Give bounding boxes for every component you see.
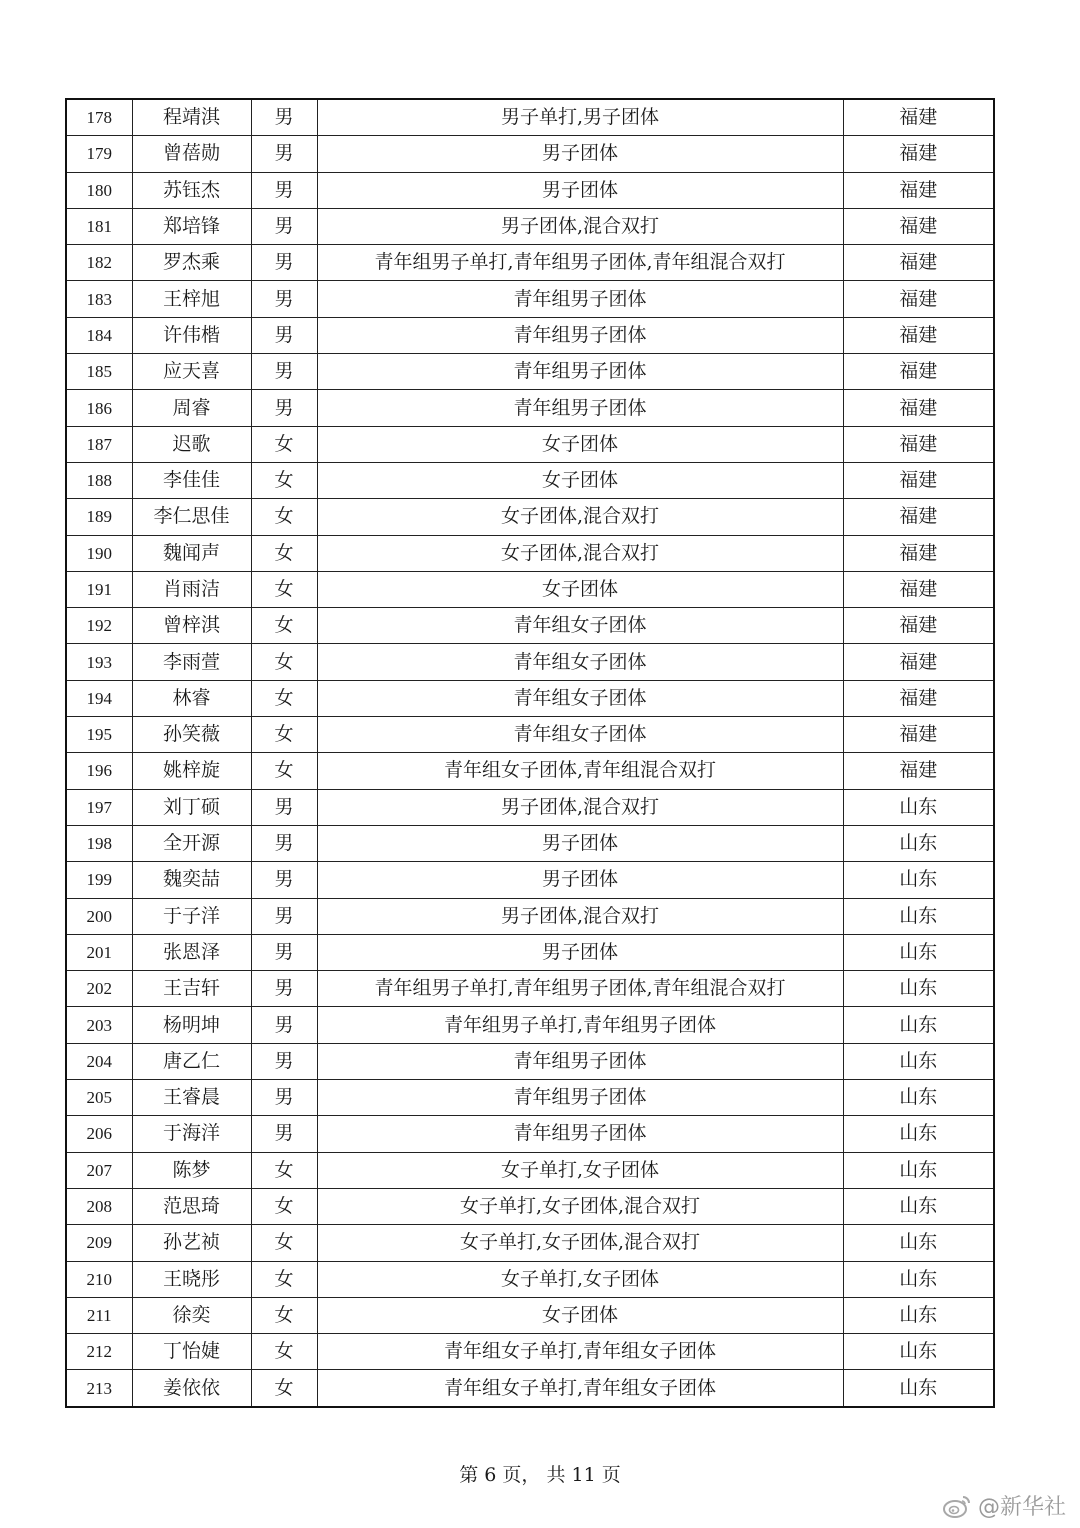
cell-province: 山东: [843, 1261, 994, 1297]
cell-gender: 男: [251, 317, 317, 353]
cell-province: 福建: [843, 136, 994, 172]
table-row: [66, 1116, 994, 1152]
cell-gender: 男: [251, 208, 317, 244]
cell-gender: 男: [251, 789, 317, 825]
cell-name: 苏钰杰: [132, 172, 251, 208]
cell-province: 山东: [843, 1370, 994, 1407]
watermark-text: @新华社: [977, 1495, 1066, 1520]
table-row: [66, 1370, 994, 1407]
table-row: [66, 608, 994, 644]
cell-number: 196: [66, 753, 132, 789]
cell-number: 194: [66, 680, 132, 716]
cell-events: 男子团体: [317, 934, 843, 970]
cell-name: 程靖淇: [132, 99, 251, 136]
table-row: [66, 172, 994, 208]
cell-events: 女子团体: [317, 426, 843, 462]
cell-events: 青年组男子团体: [317, 1116, 843, 1152]
cell-events: 青年组女子单打,青年组女子团体: [317, 1370, 843, 1407]
cell-events: 女子团体,混合双打: [317, 535, 843, 571]
cell-name: 徐奕: [132, 1297, 251, 1333]
cell-gender: 女: [251, 1261, 317, 1297]
cell-gender: 男: [251, 390, 317, 426]
cell-name: 曾蓓勋: [132, 136, 251, 172]
table-row: [66, 680, 994, 716]
cell-name: 王晓彤: [132, 1261, 251, 1297]
cell-gender: 女: [251, 535, 317, 571]
cell-gender: 女: [251, 1297, 317, 1333]
cell-province: 福建: [843, 680, 994, 716]
table-row: [66, 825, 994, 861]
cell-number: 178: [66, 99, 132, 136]
cell-number: 182: [66, 245, 132, 281]
cell-name: 周睿: [132, 390, 251, 426]
table-row: [66, 354, 994, 390]
table-row: [66, 1043, 994, 1079]
table-row: [66, 390, 994, 426]
table-row: [66, 644, 994, 680]
cell-number: 179: [66, 136, 132, 172]
table-row: [66, 717, 994, 753]
cell-gender: 女: [251, 680, 317, 716]
cell-province: 福建: [843, 354, 994, 390]
cell-gender: 男: [251, 971, 317, 1007]
cell-number: 186: [66, 390, 132, 426]
table-row: [66, 136, 994, 172]
cell-events: 青年组男子团体: [317, 390, 843, 426]
cell-events: 青年组女子团体: [317, 680, 843, 716]
cell-name: 孙笑薇: [132, 717, 251, 753]
cell-number: 197: [66, 789, 132, 825]
table-row: [66, 1007, 994, 1043]
cell-gender: 女: [251, 1188, 317, 1224]
cell-events: 女子团体: [317, 571, 843, 607]
table-row: [66, 789, 994, 825]
table-row: [66, 862, 994, 898]
cell-name: 王梓旭: [132, 281, 251, 317]
cell-name: 全开源: [132, 825, 251, 861]
cell-number: 181: [66, 208, 132, 244]
cell-events: 男子团体,混合双打: [317, 789, 843, 825]
cell-events: 青年组男子团体: [317, 281, 843, 317]
table-row: [66, 245, 994, 281]
cell-number: 199: [66, 862, 132, 898]
cell-name: 丁怡婕: [132, 1334, 251, 1370]
cell-events: 男子单打,男子团体: [317, 99, 843, 136]
cell-events: 青年组男子团体: [317, 354, 843, 390]
cell-province: 福建: [843, 317, 994, 353]
cell-gender: 男: [251, 1043, 317, 1079]
cell-number: 183: [66, 281, 132, 317]
cell-province: 山东: [843, 825, 994, 861]
cell-province: 福建: [843, 535, 994, 571]
table-row: [66, 281, 994, 317]
cell-number: 207: [66, 1152, 132, 1188]
cell-province: 福建: [843, 208, 994, 244]
cell-number: 209: [66, 1225, 132, 1261]
cell-province: 山东: [843, 1152, 994, 1188]
cell-province: 福建: [843, 99, 994, 136]
cell-number: 201: [66, 934, 132, 970]
cell-number: 198: [66, 825, 132, 861]
cell-province: 山东: [843, 934, 994, 970]
cell-gender: 女: [251, 571, 317, 607]
cell-province: 福建: [843, 499, 994, 535]
cell-events: 青年组男子团体: [317, 1080, 843, 1116]
cell-number: 200: [66, 898, 132, 934]
cell-name: 罗杰乘: [132, 245, 251, 281]
cell-number: 185: [66, 354, 132, 390]
cell-name: 林睿: [132, 680, 251, 716]
cell-events: 青年组男子单打,青年组男子团体,青年组混合双打: [317, 245, 843, 281]
cell-events: 男子团体,混合双打: [317, 898, 843, 934]
cell-province: 福建: [843, 753, 994, 789]
cell-province: 山东: [843, 1297, 994, 1333]
cell-gender: 女: [251, 1152, 317, 1188]
cell-name: 姚梓旋: [132, 753, 251, 789]
cell-name: 张恩泽: [132, 934, 251, 970]
cell-gender: 女: [251, 1334, 317, 1370]
cell-events: 男子团体: [317, 172, 843, 208]
cell-gender: 男: [251, 245, 317, 281]
cell-gender: 男: [251, 1007, 317, 1043]
cell-number: 204: [66, 1043, 132, 1079]
table-row: [66, 1261, 994, 1297]
cell-events: 青年组男子团体: [317, 1043, 843, 1079]
table-row: [66, 971, 994, 1007]
cell-province: 福建: [843, 608, 994, 644]
cell-number: 203: [66, 1007, 132, 1043]
cell-province: 福建: [843, 281, 994, 317]
table-row: [66, 317, 994, 353]
cell-gender: 男: [251, 898, 317, 934]
cell-province: 山东: [843, 789, 994, 825]
cell-name: 许伟楷: [132, 317, 251, 353]
cell-events: 女子团体,混合双打: [317, 499, 843, 535]
cell-gender: 男: [251, 1116, 317, 1152]
table-row: [66, 1225, 994, 1261]
table-row: [66, 499, 994, 535]
cell-province: 山东: [843, 862, 994, 898]
cell-name: 迟歌: [132, 426, 251, 462]
cell-number: 202: [66, 971, 132, 1007]
cell-name: 肖雨洁: [132, 571, 251, 607]
cell-name: 应天喜: [132, 354, 251, 390]
cell-name: 于海洋: [132, 1116, 251, 1152]
cell-events: 男子团体: [317, 862, 843, 898]
cell-number: 206: [66, 1116, 132, 1152]
roster-table: [65, 98, 995, 1408]
cell-name: 王吉轩: [132, 971, 251, 1007]
cell-number: 191: [66, 571, 132, 607]
table-row: [66, 1080, 994, 1116]
table-row: [66, 426, 994, 462]
cell-events: 青年组女子单打,青年组女子团体: [317, 1334, 843, 1370]
cell-number: 213: [66, 1370, 132, 1407]
table-row: [66, 1152, 994, 1188]
table-row: [66, 535, 994, 571]
cell-gender: 男: [251, 99, 317, 136]
cell-province: 山东: [843, 971, 994, 1007]
cell-name: 孙艺祯: [132, 1225, 251, 1261]
cell-province: 山东: [843, 1043, 994, 1079]
cell-name: 刘丁硕: [132, 789, 251, 825]
cell-gender: 女: [251, 753, 317, 789]
cell-name: 唐乙仁: [132, 1043, 251, 1079]
cell-events: 女子团体: [317, 462, 843, 498]
cell-gender: 女: [251, 608, 317, 644]
cell-gender: 女: [251, 717, 317, 753]
cell-number: 205: [66, 1080, 132, 1116]
cell-gender: 男: [251, 281, 317, 317]
cell-province: 山东: [843, 1116, 994, 1152]
cell-events: 青年组男子团体: [317, 317, 843, 353]
cell-events: 女子单打,女子团体: [317, 1152, 843, 1188]
cell-events: 男子团体,混合双打: [317, 208, 843, 244]
cell-province: 山东: [843, 1007, 994, 1043]
cell-name: 王睿晨: [132, 1080, 251, 1116]
cell-events: 青年组男子单打,青年组男子团体: [317, 1007, 843, 1043]
cell-name: 郑培锋: [132, 208, 251, 244]
table-row: [66, 571, 994, 607]
cell-gender: 男: [251, 934, 317, 970]
table-row: [66, 462, 994, 498]
table-row: [66, 753, 994, 789]
cell-number: 189: [66, 499, 132, 535]
cell-events: 男子团体: [317, 825, 843, 861]
table-row: [66, 99, 994, 136]
cell-number: 195: [66, 717, 132, 753]
cell-name: 曾梓淇: [132, 608, 251, 644]
cell-gender: 女: [251, 1370, 317, 1407]
table-row: [66, 934, 994, 970]
cell-gender: 男: [251, 1080, 317, 1116]
cell-name: 姜依依: [132, 1370, 251, 1407]
cell-province: 福建: [843, 426, 994, 462]
table-row: [66, 1334, 994, 1370]
cell-name: 魏奕喆: [132, 862, 251, 898]
cell-events: 青年组女子团体: [317, 644, 843, 680]
table-row: [66, 208, 994, 244]
cell-province: 山东: [843, 1334, 994, 1370]
cell-gender: 男: [251, 136, 317, 172]
cell-name: 魏闻声: [132, 535, 251, 571]
cell-name: 于子洋: [132, 898, 251, 934]
cell-events: 青年组男子单打,青年组男子团体,青年组混合双打: [317, 971, 843, 1007]
page-number: 第 6 页， 共 11 页: [459, 1464, 621, 1486]
cell-number: 188: [66, 462, 132, 498]
cell-name: 杨明坤: [132, 1007, 251, 1043]
cell-province: 福建: [843, 644, 994, 680]
cell-number: 211: [66, 1297, 132, 1333]
cell-gender: 女: [251, 1225, 317, 1261]
cell-number: 192: [66, 608, 132, 644]
cell-gender: 女: [251, 644, 317, 680]
cell-events: 女子单打,女子团体,混合双打: [317, 1225, 843, 1261]
cell-province: 福建: [843, 717, 994, 753]
roster-body: [66, 99, 994, 1407]
cell-province: 山东: [843, 1188, 994, 1224]
cell-province: 山东: [843, 1080, 994, 1116]
cell-province: 福建: [843, 571, 994, 607]
cell-number: 210: [66, 1261, 132, 1297]
cell-gender: 男: [251, 172, 317, 208]
cell-number: 180: [66, 172, 132, 208]
cell-number: 184: [66, 317, 132, 353]
cell-events: 女子单打,女子团体: [317, 1261, 843, 1297]
cell-gender: 男: [251, 862, 317, 898]
cell-name: 李雨萱: [132, 644, 251, 680]
cell-number: 193: [66, 644, 132, 680]
cell-gender: 男: [251, 825, 317, 861]
cell-gender: 女: [251, 499, 317, 535]
table-row: [66, 1188, 994, 1224]
cell-province: 山东: [843, 898, 994, 934]
table-row: [66, 898, 994, 934]
cell-number: 187: [66, 426, 132, 462]
cell-name: 李仁思佳: [132, 499, 251, 535]
cell-number: 212: [66, 1334, 132, 1370]
cell-gender: 男: [251, 354, 317, 390]
cell-number: 190: [66, 535, 132, 571]
table-row: [66, 1297, 994, 1333]
cell-events: 青年组女子团体: [317, 717, 843, 753]
cell-province: 山东: [843, 1225, 994, 1261]
cell-province: 福建: [843, 245, 994, 281]
watermark: [942, 1490, 1066, 1521]
weibo-icon: [942, 1493, 972, 1519]
cell-province: 福建: [843, 390, 994, 426]
cell-province: 福建: [843, 462, 994, 498]
cell-events: 女子团体: [317, 1297, 843, 1333]
cell-gender: 女: [251, 462, 317, 498]
cell-number: 208: [66, 1188, 132, 1224]
cell-events: 女子单打,女子团体,混合双打: [317, 1188, 843, 1224]
cell-province: 福建: [843, 172, 994, 208]
cell-events: 男子团体: [317, 136, 843, 172]
cell-name: 范思琦: [132, 1188, 251, 1224]
cell-name: 陈梦: [132, 1152, 251, 1188]
cell-events: 青年组女子团体: [317, 608, 843, 644]
cell-gender: 女: [251, 426, 317, 462]
cell-events: 青年组女子团体,青年组混合双打: [317, 753, 843, 789]
cell-name: 李佳佳: [132, 462, 251, 498]
